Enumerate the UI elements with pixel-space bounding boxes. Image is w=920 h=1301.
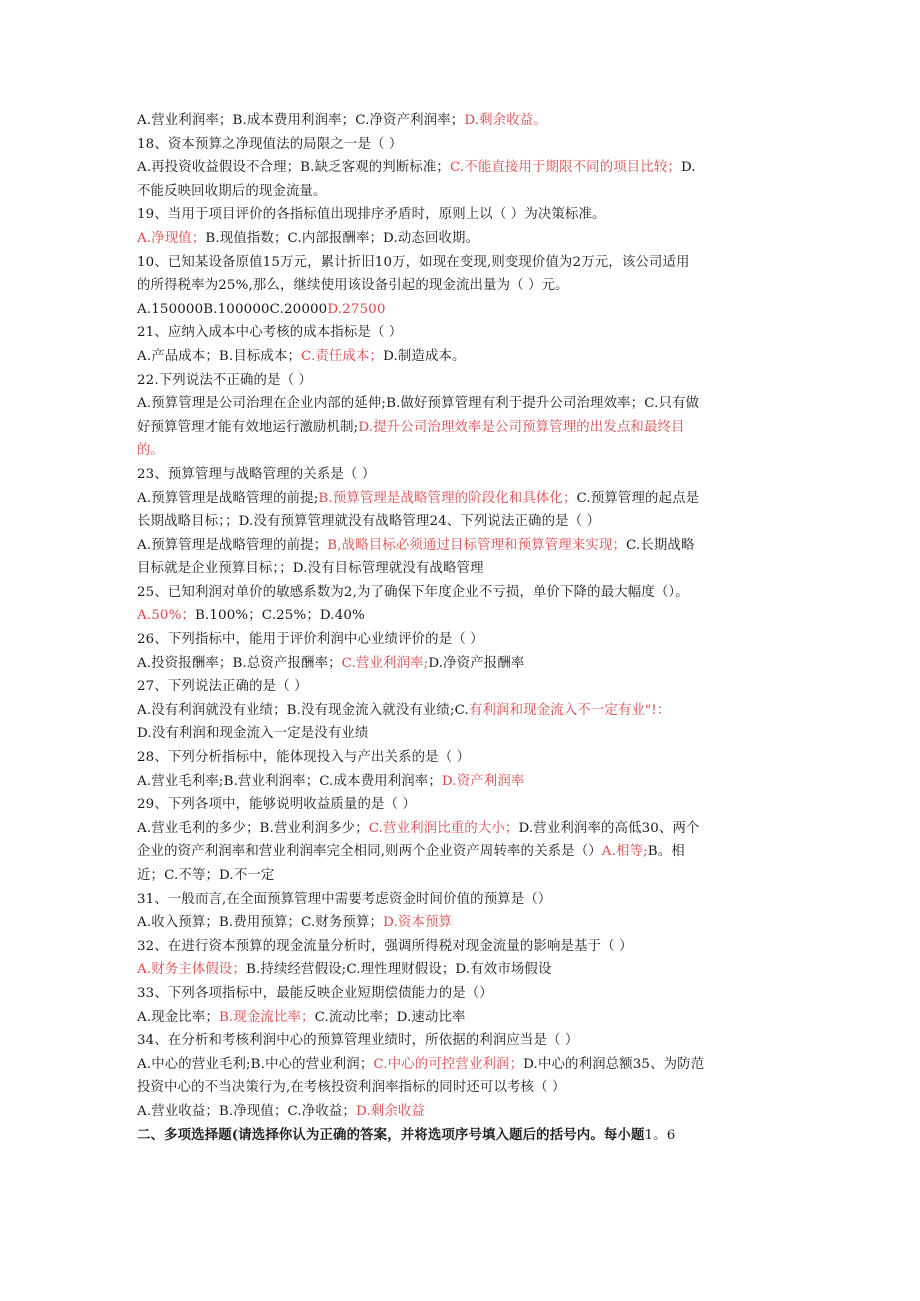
text-segment: A.营业毛利的多少；B.营业利润多少； [137,820,369,836]
text-segment: 近；C.不等；D.不一定 [137,868,275,883]
text-segment: 二、多项选择题(请选择你认为正确的答案，并将选项序号填入题后的括号内。每小题 [137,1126,645,1143]
answer-highlight: D.提升公司治理效率是公司预算管理的出发点和最终目 [358,419,685,435]
text-line [137,227,785,251]
answer-highlight: C.营业利润比重的大小； [368,820,519,836]
text-line [137,1029,785,1053]
answer-highlight: B.预算管理是战略管理的阶段化和具体化； [318,490,577,506]
text-segment: 投资中心的不当决策行为,在考核投资利润率指标的同时还可以考核（ ） [137,1080,566,1096]
text-line [137,439,785,463]
text-line [137,958,785,982]
text-segment: A.150000B.100000C.20000 [137,301,328,317]
text-line [137,604,785,628]
answer-highlight: D.资本预算 [383,915,453,931]
text-line [137,251,785,275]
text-segment: 好预算管理才能有效地运行激励机制; [137,419,359,435]
text-segment: A.再投资收益假设不合理；B.缺乏客观的判断标准； [137,160,450,176]
text-line [137,156,785,180]
text-segment: A.收入预算；B.费用预算；C.财务预算； [137,915,384,931]
text-segment: C.长期战略 [626,537,695,553]
text-segment: A.预算管理是战略管理的前提； [137,537,328,553]
text-segment: B.100%；C.25%；D.40% [194,608,365,624]
text-segment: A.营业收益；B.净现值；C.净收益； [137,1103,356,1119]
text-segment: A.预算管理是战略管理的前提; [137,490,319,506]
text-line [137,652,785,676]
text-line [137,510,785,534]
text-segment: 32、在进行资本预算的现金流量分析时，强调所得税对现金流量的影响是基于（ ） [137,938,633,954]
text-segment: B.持续经营假设;C.理性理财假设；D.有效市场假设 [246,962,552,978]
text-segment: 企业的资产利润率和营业利润率完全相同,则两个企业资产周转率的关系是（） [137,844,602,860]
text-line [137,1076,785,1100]
text-segment: B.现值指数；C.内部报酬率；D.动态回收期。 [205,230,480,246]
text-segment: D.制造成本。 [383,348,466,364]
text-line [137,675,785,699]
text-segment: A.中心的营业毛利;B.中心的营业利润； [137,1056,374,1072]
text-line [137,770,785,794]
answer-highlight: C.不能直接用于期限不同的项目比较； [449,160,681,176]
text-segment: 29、下列各项中，能够说明收益质量的是（ ） [137,797,417,813]
text-segment: 长期战略目标；；D.没有预算管理就没有战略管理24、下列说法正确的是（ ） [137,514,601,530]
text-segment: D.营业利润率的高低30、两个 [518,820,700,836]
answer-highlight: D.资产利润率 [441,773,525,789]
text-line [137,581,785,605]
answer-highlight: D.27500 [327,301,386,317]
text-segment: 1。6 [644,1127,676,1143]
text-line [137,416,785,440]
text-segment: D.净资产报酬率 [428,655,525,671]
text-segment: 19、当用于项目评价的各指标值出现排序矛盾时，原则上以（ ）为决策标准。 [137,207,606,223]
text-segment: 10、已知某设备原值15万元，累计折旧10万，如现在变现,则变现价值为2万元，该公司适用 [137,254,690,270]
text-segment: C.预算管理的起点是 [576,490,700,506]
text-line [137,298,785,322]
text-line [137,109,785,133]
text-line [137,699,785,723]
text-segment: C.流动比率；D.速动比率 [314,1009,466,1025]
text-segment: B。相 [647,844,685,860]
text-line [137,746,785,770]
text-line [137,935,785,959]
text-segment: A.营业利润率；B.成本费用利润率；C.净资产利润率； [137,113,465,128]
answer-highlight: C.责任成本； [301,348,384,364]
text-segment: A.预算管理是公司治理在企业内部的延伸;B.做好预算管理有利于提升公司治理效率；C.只有做 [137,396,700,412]
text-line [137,345,785,369]
text-line [137,463,785,487]
text-line [137,864,785,888]
text-segment: 的所得税率为25%,那么，继续使用该设备引起的现金流出量为（ ）元。 [137,278,569,294]
answer-highlight: C.营业利润率; [341,655,429,671]
text-line [137,133,785,157]
text-line [137,1053,785,1077]
text-segment: 34、在分析和考核利润中心的预算管理业绩时，所依据的利润应当是（ ） [137,1033,579,1049]
text-line [137,180,785,204]
text-line [137,321,785,345]
text-line [137,982,785,1006]
answer-highlight: A.净现值； [137,230,206,246]
text-line [137,722,785,746]
text-line [137,1124,785,1148]
answer-highlight: A.财务主体假设； [137,962,247,978]
text-line [137,888,785,912]
text-line [137,911,785,935]
text-segment: A.没有利润就没有业绩；B.没有现金流入就没有业绩;C. [137,702,469,718]
text-segment: D. [680,160,696,176]
text-segment: 21、应纳入成本中心考核的成本指标是（ ） [137,325,403,341]
text-segment: 28、下列分析指标中，能体现投入与产出关系的是（ ） [137,750,471,766]
text-line [137,1006,785,1030]
text-segment: A.产品成本；B.目标成本； [137,348,302,364]
text-line [137,534,785,558]
text-line [137,840,785,864]
text-segment: D.没有利润和现金流入一定是没有业绩 [137,726,369,742]
text-segment: 31、一般而言,在全面预算管理中需要考虑资金时间价值的预算是（） [137,891,552,907]
text-segment: 27、下列说法正确的是（ ） [137,679,308,695]
text-line [137,369,785,393]
answer-highlight: B,战略目标必须通过目标管理和预算管理来实现； [327,537,627,553]
text-segment: 目标就是企业预算目标；；D.没有目标管理就没有战略管理 [137,561,484,577]
text-segment: 26、下列指标中，能用于评价利润中心业绩评价的是（ ） [137,632,484,648]
text-line [137,203,785,227]
text-segment: 22.下列说法不正确的是（ ） [137,372,313,388]
text-line [137,274,785,298]
answer-highlight: B.现金流比率； [218,1009,315,1025]
text-line [137,487,785,511]
answer-highlight: 的。 [137,443,165,459]
text-line [137,1100,785,1124]
text-segment: A.现金比率； [137,1009,219,1025]
text-line [137,557,785,581]
text-segment: 不能反映回收期后的现金流量。 [137,183,327,199]
text-line [137,392,785,416]
text-segment: 25、已知利润对单价的敏感系数为2,为了确保下年度企业不亏损，单价下降的最大幅度（）。 [137,584,689,600]
answer-highlight: D.剩余收益 [355,1103,425,1119]
text-segment: 23、预算管理与战略管理的关系是（ ） [137,466,376,482]
answer-highlight: D.剩余收益。 [464,113,547,128]
document-page [137,109,785,1147]
text-segment: 18、资本预算之净现值法的局限之一是（ ） [137,136,403,152]
text-line [137,628,785,652]
text-line [137,817,785,841]
answer-highlight: C.中心的可控营业利润； [373,1056,524,1072]
text-line [137,793,785,817]
answer-highlight: A.50%； [137,608,195,624]
text-segment: A.营业毛利率;B.营业利润率；C.成本费用利润率； [137,773,442,789]
text-segment: 33、下列各项指标中，最能反映企业短期偿债能力的是（） [137,985,493,1001]
answer-highlight: 有利润和现金流入不一定有业"!： [468,702,671,718]
answer-highlight: A.相等; [601,844,648,860]
text-segment: A.投资报酬率；B.总资产报酬率； [137,655,342,671]
text-segment: D.中心的利润总额35、为防范 [523,1056,705,1072]
